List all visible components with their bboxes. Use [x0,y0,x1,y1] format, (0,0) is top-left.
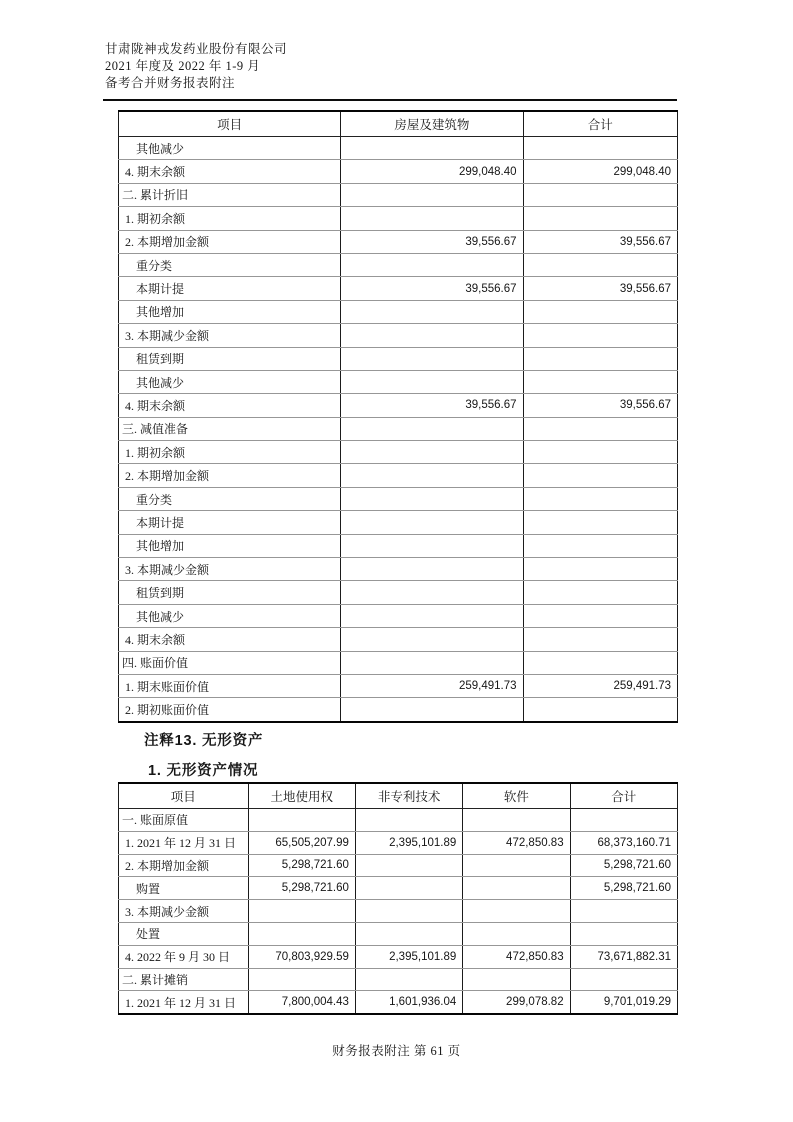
table-row [119,183,678,206]
value-cell: 5,298,721.60 [570,854,677,877]
value-cell: 9,701,019.29 [570,991,677,1014]
value-cell [523,581,677,604]
table-row [119,441,678,464]
value-cell [355,900,462,923]
value-cell: 39,556.67 [341,230,523,253]
row-label: 2. 本期增加金额 [119,230,341,253]
value-cell [341,253,523,276]
value-cell [341,698,523,722]
row-label: 1. 期初余额 [119,207,341,230]
row-label: 重分类 [119,253,341,276]
value-cell [341,604,523,627]
value-cell [523,253,677,276]
value-cell [355,922,462,945]
value-cell: 5,298,721.60 [570,877,677,900]
row-label: 2. 本期增加金额 [119,464,341,487]
table-row [119,628,678,651]
value-cell [523,441,677,464]
row-label: 本期计提 [119,277,341,300]
value-cell [341,511,523,534]
table-row [119,809,678,832]
value-cell: 259,491.73 [341,674,523,697]
value-cell [523,651,677,674]
value-cell: 39,556.67 [523,394,677,417]
value-cell [570,809,677,832]
row-label: 租赁到期 [119,581,341,604]
report-period: 2021 年度及 2022 年 1-9 月 [105,59,261,73]
value-cell: 73,671,882.31 [570,945,677,968]
value-cell: 299,048.40 [341,160,523,183]
value-cell: 68,373,160.71 [570,831,677,854]
table-row [119,698,678,722]
table-row [119,945,678,968]
row-label: 租赁到期 [119,347,341,370]
table-row [119,137,678,160]
value-cell [248,922,355,945]
value-cell [341,183,523,206]
value-cell: 39,556.67 [523,230,677,253]
table-row [119,604,678,627]
value-cell [570,968,677,991]
table-row [119,417,678,440]
value-cell: 299,078.82 [463,991,570,1014]
table-row [119,581,678,604]
value-cell [570,922,677,945]
value-cell [341,417,523,440]
column-header: 项目 [119,111,341,137]
value-cell [463,809,570,832]
row-label: 1. 2021 年 12 月 31 日 [119,991,249,1014]
value-cell: 472,850.83 [463,945,570,968]
document-title: 备考合并财务报表附注 [105,76,236,90]
value-cell [355,809,462,832]
value-cell [523,487,677,510]
value-cell [341,324,523,347]
table-row [119,464,678,487]
value-cell [341,651,523,674]
value-cell [523,137,677,160]
value-cell [523,300,677,323]
value-cell [523,464,677,487]
row-label: 1. 期末账面价值 [119,674,341,697]
value-cell [341,347,523,370]
value-cell [341,581,523,604]
row-label: 四. 账面价值 [119,651,341,674]
row-label: 4. 2022 年 9 月 30 日 [119,945,249,968]
value-cell [341,464,523,487]
table-row [119,922,678,945]
document-header [105,41,287,92]
value-cell [341,487,523,510]
value-cell [341,370,523,393]
value-cell [523,347,677,370]
table-row [119,230,678,253]
value-cell [248,900,355,923]
value-cell [341,628,523,651]
column-header: 项目 [119,783,249,809]
table-row [119,370,678,393]
row-label: 2. 本期增加金额 [119,854,249,877]
table-row [119,674,678,697]
row-label: 3. 本期减少金额 [119,900,249,923]
table-row [119,277,678,300]
value-cell [248,809,355,832]
table-row [119,900,678,923]
value-cell: 70,803,929.59 [248,945,355,968]
table-row [119,207,678,230]
table-header-row [119,783,678,809]
value-cell [523,417,677,440]
row-label: 其他减少 [119,370,341,393]
row-label: 1. 期初余额 [119,441,341,464]
note13-heading: 注释13. 无形资产 [144,733,264,749]
value-cell [341,441,523,464]
column-header: 房屋及建筑物 [341,111,523,137]
value-cell [463,854,570,877]
value-cell [523,534,677,557]
row-label: 本期计提 [119,511,341,534]
value-cell [463,968,570,991]
value-cell: 2,395,101.89 [355,945,462,968]
row-label: 其他增加 [119,300,341,323]
column-header: 合计 [523,111,677,137]
value-cell [463,877,570,900]
value-cell: 39,556.67 [341,394,523,417]
row-label: 4. 期末余额 [119,628,341,651]
intangible-assets-table [118,782,678,1015]
table-row [119,160,678,183]
row-label: 一. 账面原值 [119,809,249,832]
table-row [119,831,678,854]
header-divider [103,99,677,101]
table-row [119,854,678,877]
table-row [119,511,678,534]
row-label: 其他减少 [119,137,341,160]
value-cell [523,324,677,347]
row-label: 4. 期末余额 [119,394,341,417]
row-label: 二. 累计折旧 [119,183,341,206]
fixed-assets-table [118,110,678,723]
row-label: 重分类 [119,487,341,510]
value-cell [523,207,677,230]
row-label: 4. 期末余额 [119,160,341,183]
column-header: 非专利技术 [355,783,462,809]
value-cell [570,900,677,923]
value-cell [355,968,462,991]
row-label: 其他增加 [119,534,341,557]
value-cell: 39,556.67 [341,277,523,300]
value-cell [341,534,523,557]
row-label: 二. 累计摊销 [119,968,249,991]
table-row [119,253,678,276]
row-label: 3. 本期减少金额 [119,558,341,581]
value-cell: 472,850.83 [463,831,570,854]
table-row [119,324,678,347]
value-cell: 299,048.40 [523,160,677,183]
table-row [119,534,678,557]
table-row [119,487,678,510]
value-cell [523,628,677,651]
value-cell [341,558,523,581]
value-cell: 7,800,004.43 [248,991,355,1014]
value-cell [248,968,355,991]
row-label: 购置 [119,877,249,900]
value-cell: 1,601,936.04 [355,991,462,1014]
value-cell [341,207,523,230]
row-label: 3. 本期减少金额 [119,324,341,347]
value-cell [463,922,570,945]
value-cell: 5,298,721.60 [248,877,355,900]
value-cell [341,300,523,323]
row-label: 三. 减值准备 [119,417,341,440]
value-cell [523,183,677,206]
table-row [119,651,678,674]
value-cell: 2,395,101.89 [355,831,462,854]
value-cell [523,698,677,722]
table-row [119,877,678,900]
note13-subheading: 1. 无形资产情况 [148,763,259,779]
value-cell: 65,505,207.99 [248,831,355,854]
value-cell [523,558,677,581]
table-row [119,558,678,581]
value-cell: 39,556.67 [523,277,677,300]
column-header: 软件 [463,783,570,809]
column-header: 土地使用权 [248,783,355,809]
value-cell [523,511,677,534]
row-label: 2. 期初账面价值 [119,698,341,722]
table-header-row [119,111,678,137]
table-row [119,347,678,370]
table-row [119,300,678,323]
table-row [119,394,678,417]
company-name: 甘肃陇神戎发药业股份有限公司 [105,42,288,56]
row-label: 其他减少 [119,604,341,627]
value-cell [523,370,677,393]
column-header: 合计 [570,783,677,809]
table-row [119,991,678,1014]
value-cell [355,854,462,877]
value-cell: 5,298,721.60 [248,854,355,877]
value-cell [523,604,677,627]
value-cell: 259,491.73 [523,674,677,697]
value-cell [355,877,462,900]
table-row [119,968,678,991]
row-label: 1. 2021 年 12 月 31 日 [119,831,249,854]
value-cell [341,137,523,160]
value-cell [463,900,570,923]
page-footer: 财务报表附注 第 61 页 [332,1044,461,1058]
row-label: 处置 [119,922,249,945]
